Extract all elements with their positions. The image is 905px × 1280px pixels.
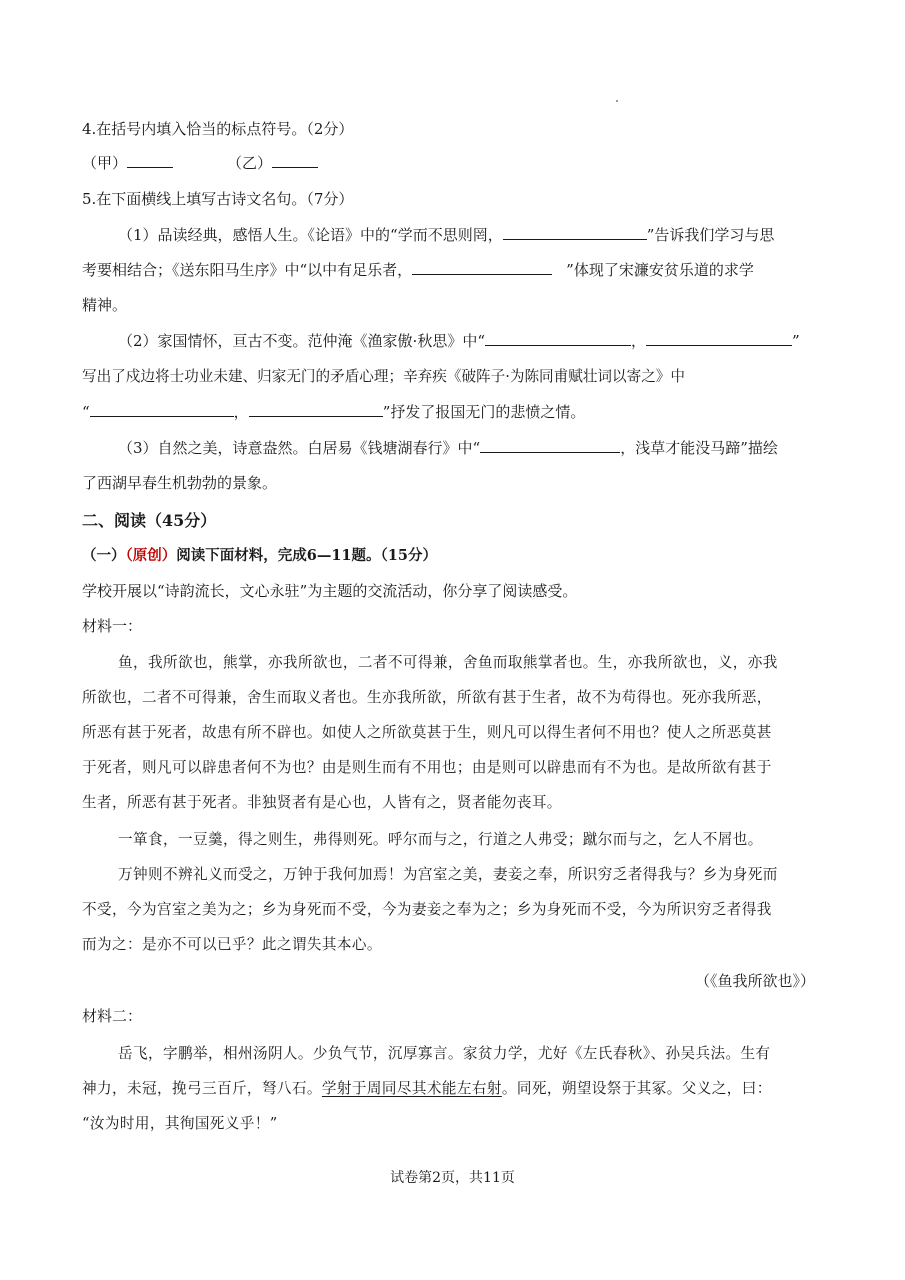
material-1-line: 万钟则不辨礼义而受之，万钟于我何加焉！为宫室之美，妻妾之奉，所识穷乏者得我与？乡为身死而 bbox=[118, 866, 778, 883]
blank-yi[interactable] bbox=[272, 153, 318, 168]
blank-5-2c[interactable] bbox=[90, 402, 234, 417]
blank-5-1b[interactable] bbox=[412, 260, 552, 275]
activity-intro: 学校开展以“诗韵流长，文心永驻”为主题的交流活动，你分享了阅读感受。 bbox=[82, 582, 578, 600]
material-1-line: 所恶有甚于死者，故患有所不辟也。如使人之所欲莫甚于生，则凡可以得生者何不用也？使人之所恶莫甚 bbox=[82, 724, 772, 741]
material-1-line: 一箪食，一豆羹，得之则生，弗得则死。呼尔而与之，行道之人弗受；蹴尔而与之，乞人不屑也。 bbox=[118, 831, 763, 848]
q5-p3-line1: （3）自然之美，诗意盎然。白居易《钱塘湖春行》中“ ，浅草才能没马蹄”描绘 bbox=[118, 439, 778, 457]
blank-jia[interactable] bbox=[127, 153, 173, 168]
blank-5-1a[interactable] bbox=[503, 225, 647, 240]
material-1-source: （《鱼我所欲也》） bbox=[694, 972, 815, 990]
q5-p2-line1: （2）家国情怀，亘古不变。范仲淹《渔家傲·秋思》中“ ， ” bbox=[118, 332, 800, 350]
material-1-line: 而为之：是亦不可以已乎？此之谓失其本心。 bbox=[82, 936, 382, 953]
page-footer: 试卷第2页，共11页 bbox=[390, 1170, 515, 1186]
blank-5-2b[interactable] bbox=[646, 331, 792, 346]
scan-dot bbox=[616, 100, 618, 102]
q5-p3-line2: 了西湖早春生机勃勃的景象。 bbox=[82, 474, 278, 492]
q5-p2-line2: 写出了戍边将士功业未建、归家无门的矛盾心理；辛弃疾《破阵子·为陈同甫赋壮词以寄之》中 bbox=[82, 368, 685, 385]
question-5: 5.在下面横线上填写古诗文名句。（7分） bbox=[82, 190, 354, 208]
blank-jia-label: （甲） bbox=[82, 154, 128, 172]
section-title: 二、阅读（45分） bbox=[82, 511, 217, 530]
material-1-line: 所欲也，二者不可得兼，舍生而取义者也。生亦我所欲，所欲有甚于生者，故不为苟得也。死亦我所恶， bbox=[82, 689, 772, 706]
blank-5-2d[interactable] bbox=[249, 402, 383, 417]
q5-p1-line3: 精神。 bbox=[82, 296, 128, 314]
blank-5-2a[interactable] bbox=[485, 331, 631, 346]
original-tag: （原创） bbox=[125, 547, 177, 564]
blank-5-3[interactable] bbox=[480, 438, 620, 453]
q5-p2-line3: “ ， ”抒发了报国无门的悲愤之情。 bbox=[82, 403, 586, 421]
material-1-label: 材料一： bbox=[82, 617, 143, 635]
material-1-line: 鱼，我所欲也，熊掌，亦我所欲也，二者不可得兼，舍鱼而取熊掌者也。生，亦我所欲也，义，亦我 bbox=[118, 654, 778, 671]
q5-p1-line1: （1）品读经典，感悟人生。《论语》中的“学而不思则罔， ”告诉我们学习与思 bbox=[118, 226, 775, 244]
material-2-line: 神力，未冠，挽弓三百斤，弩八石。学射于周同尽其术能左右射。同死，朔望设祭于其冢。父义之，曰： bbox=[82, 1080, 772, 1097]
material-2-label: 材料二： bbox=[82, 1007, 143, 1025]
material-1-line: 生者，所恶有甚于死者。非独贤者有是心也，人皆有之，贤者能勿丧耳。 bbox=[82, 794, 562, 811]
subsection-title: （一）（原创）阅读下面材料，完成6—11题。（15分） bbox=[82, 547, 437, 564]
underlined-sentence: 学射于周同尽其术能左右射 bbox=[321, 1080, 502, 1097]
q5-p1-line2: 考要相结合；《送东阳马生序》中“以中有足乐者， ”体现了宋濂安贫乐道的求学 bbox=[82, 261, 754, 279]
material-1-line: 于死者，则凡可以辟患者何不为也？由是则生而有不用也；由是则可以辟患而有不为也。是故所欲有甚于 bbox=[82, 759, 772, 776]
question-4: 4.在括号内填入恰当的标点符号。（2分） bbox=[82, 120, 354, 138]
material-1-line: 不受，今为宫室之美为之；乡为身死而不受，今为妻妾之奉为之；乡为身死而不受，今为所识穷乏者得我 bbox=[82, 901, 772, 918]
question-4-blanks bbox=[82, 152, 318, 174]
blank-yi-label: （乙） bbox=[227, 154, 273, 172]
material-2-line: “汝为时用，其徇国死义乎！” bbox=[82, 1115, 278, 1132]
material-2-line: 岳飞，字鹏举，相州汤阴人。少负气节，沉厚寡言。家贫力学，尤好《左氏春秋》、孙吴兵法。生有 bbox=[118, 1045, 771, 1062]
